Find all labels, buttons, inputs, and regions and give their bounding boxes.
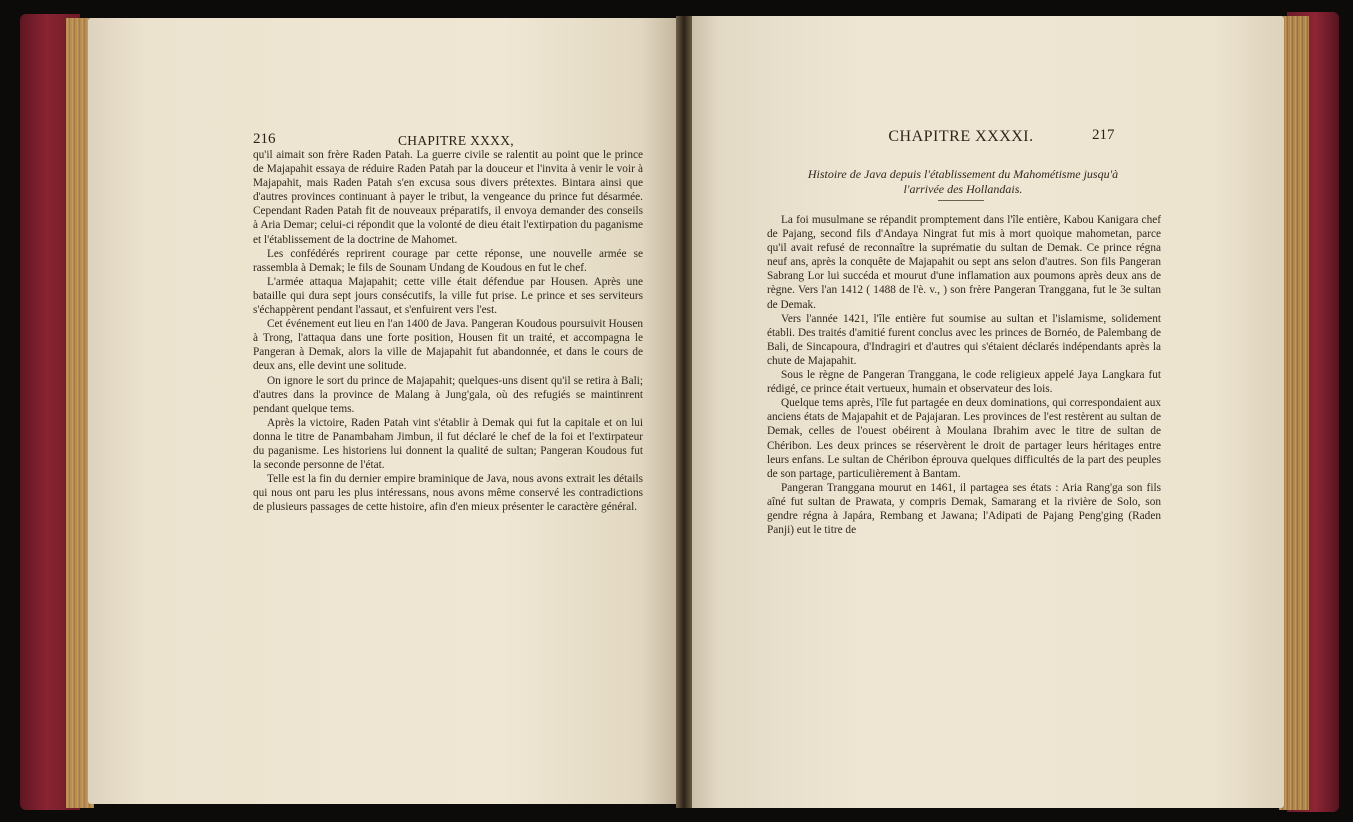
paragraph: Sous le règne de Pangeran Tranggana, le code religieux appelé Jaya Langkara fut rédigé, ce prince était vertueux, humain et observateur des lois. <box>767 369 1161 396</box>
left-page-number: 216 <box>253 131 276 147</box>
chapter-subtitle: Histoire de Java depuis l'établissement du Mahométisme jusqu'à l'arrivée des Hollandais. <box>807 167 1119 196</box>
title-divider <box>938 200 984 201</box>
paragraph: La foi musulmane se répandit promptement dans l'île entière, Kabou Kanigara chef de Pajang, second fils d'Andaya Ningrat fut mis à mort quoique mahometan, parce qu'il avait refusé de reconnaître la suprématie du sultan de Demak. Ce prince régna neuf ans, après la conquête de Majapahit ou sept ans selon d'autres. Son fils Pangeran Sabrang Lor lui succéda et mourut d'une inflamation aux poumons après deux ans de règne. Vers l'an 1412 ( 1488 de l'è. v., ) son frère Pangeran Tranggana, fut le 3e sultan de Demak. <box>767 214 1161 311</box>
left-running-head: CHAPITRE XXXX, <box>398 133 514 148</box>
chapter-title: CHAPITRE XXXXI. <box>888 128 1034 145</box>
paragraph: Telle est la fin du dernier empire braminique de Java, nous avons extrait les détails qui nous ont paru les plus intéressans, nous avons même conservé les contradictions de plusieurs passages de cette histoire, afin d'en mieux présenter le caractère général. <box>253 473 643 514</box>
paragraph: Les confédérés reprirent courage par cette réponse, une nouvelle armée se rassembla à Demak; le fils de Sounam Undang de Koudous en fut le chef. <box>253 247 643 274</box>
paragraph: Après la victoire, Raden Patah vint s'établir à Demak qui fut la capitale et on lui donna le titre de Panambaham Jimbun, il fut déclaré le chef de la foi et l'extirpateur du paganisme. Les historiens lui donnent la qualité de sultan; Pangeran Koudous fut la seconde personne de l'état. <box>253 416 643 472</box>
paragraph: Cet événement eut lieu en l'an 1400 de Java. Pangeran Koudous poursuivit Housen à Trong, l'attaqua dans une forte position, Housen fit un traité, et accompagna le Pangeran à Demak, alors la ville de Majapahit fut abandonnée, et dans le cours de deux ans, elle devint une solitude. <box>253 318 643 373</box>
paragraph: Pangeran Tranggana mourut en 1461, il partagea ses états : Aria Rang'ga son fils aîné fut sultan de Prawata, y compris Demak, Samarang et la rivière de Solo, son gendre régna à Japára, Rembang et Jawana; l'Adipati de Pajang Peng'ging (Raden Panji) eut le titre de <box>767 481 1161 537</box>
paragraph: On ignore le sort du prince de Majapahit; quelques-uns disent qu'il se retira à Bali; d'autres dans la province de Malang à Jung'gala, où des refugiés se maintinrent pendant quelque tems. <box>253 374 643 415</box>
right-page-text <box>767 213 1161 537</box>
paragraph: qu'il aimait son frère Raden Patah. La guerre civile se ralentit au point que le prince de Majapahit essaya de réduire Raden Patah par la douceur et l'invita à venir le voir à Majapahit, mais Raden Patah s'en excusa sous divers prétextes. Bintara ainsi que d'autres provinces continuant à payer le tribut, la vengeance du prince fut désarmée. Cependant Raden Patah fit de nouveaux préparatifs, il envoya demander des conseils à Aria Demar; celui-ci répondit que la volonté de dieu était l'extirpation du paganisme et l'établissement de la doctrine de Mahomet. <box>253 149 643 246</box>
paragraph: Vers l'année 1421, l'île entière fut soumise au sultan et l'islamisme, solidement établi. Des traités d'amitié furent conclus avec les princes de Bornéo, de Palembang de Bali, de Sincapoura, d'Indragiri et d'autres qui s'étaient déclarés indépendants après la chute de Majapahit. <box>767 312 1161 367</box>
left-page-text <box>253 148 643 514</box>
right-page-number: 217 <box>1092 127 1115 143</box>
paragraph: Quelque tems après, l'île fut partagée en deux dominations, qui correspondaient aux anciens états de Majapahit et de Pajajaran. Les provinces de l'est restèrent au sultan de Demak, celles de l'ouest obéirent à Moulana Ibrahim avec le titre de sultan de Chéribon. Les deux princes se réservèrent le droit de partager leurs héritages entre leurs enfans. Le sultan de Chéribon éprouva quelques difficultés de la part des peuples de son partage, particulièrement à Bantam. <box>767 397 1161 480</box>
paragraph: L'armée attaqua Majapahit; cette ville était défendue par Housen. Après une bataille qui dura sept jours consécutifs, la ville fut prise. Le prince et ses serviteurs s'échappèrent pendant l'assaut, et s'enfuirent vers l'est. <box>253 275 643 317</box>
book-gutter <box>676 16 692 808</box>
